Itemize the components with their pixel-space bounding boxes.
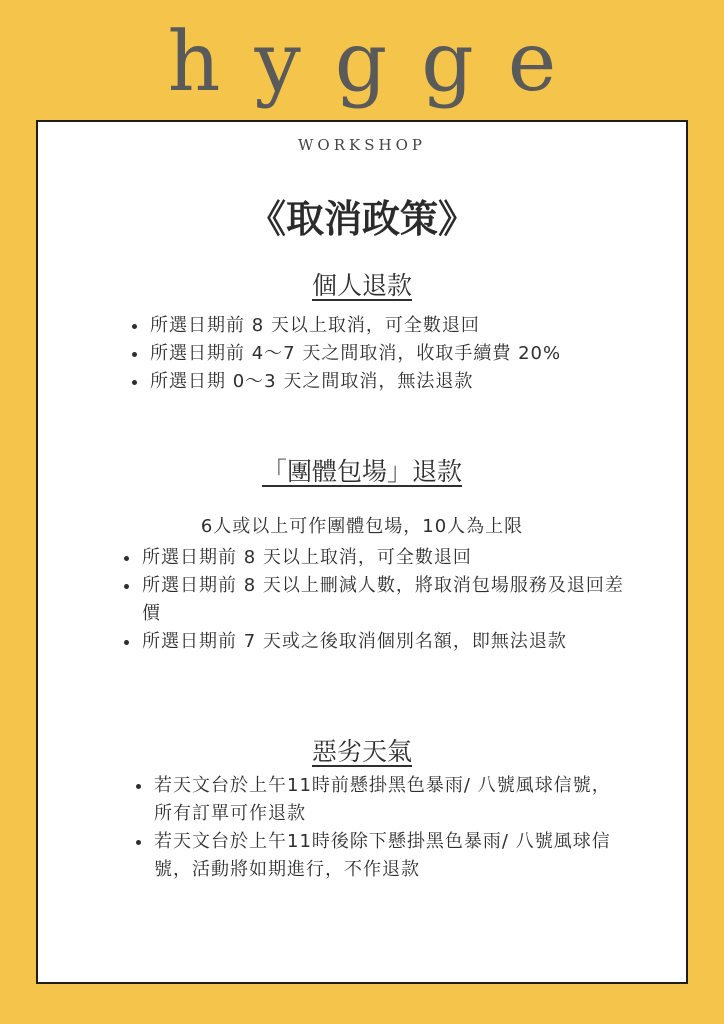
list-item: 所選日期前 8 天以上取消，可全數退回	[122, 544, 642, 572]
policy-panel	[36, 120, 688, 984]
personal-refund-list	[130, 312, 650, 396]
list-item: 若天文台於上午11時前懸掛黑色暴雨/ 八號風球信號，所有訂單可作退款	[134, 772, 614, 828]
section-heading-group-refund: 「團體包場」退款	[261, 457, 462, 486]
list-item: 若天文台於上午11時後除下懸掛黑色暴雨/ 八號風球信號，活動將如期進行，不作退款	[134, 828, 614, 884]
group-refund-list	[122, 544, 642, 656]
list-item: 所選日期前 7 天或之後取消個別名額，即無法退款	[122, 628, 642, 656]
brand-tagline: WORKSHOP	[298, 136, 426, 154]
list-item: 所選日期 0～3 天之間取消，無法退款	[130, 368, 650, 396]
section-heading-bad-weather: 惡劣天氣	[311, 737, 412, 766]
list-item: 所選日期前 8 天以上刪減人數，將取消包場服務及退回差價	[122, 572, 642, 628]
bad-weather-list	[134, 772, 614, 884]
list-item: 所選日期前 4～7 天之間取消，收取手續費 20%	[130, 340, 650, 368]
group-booking-note: 6人或以上可作團體包場，10人為上限	[200, 516, 524, 537]
section-heading-personal-refund: 個人退款	[311, 271, 412, 300]
brand-logo: hygge	[167, 15, 591, 110]
page-title: 《取消政策》	[247, 197, 476, 241]
list-item: 所選日期前 8 天以上取消，可全數退回	[130, 312, 650, 340]
